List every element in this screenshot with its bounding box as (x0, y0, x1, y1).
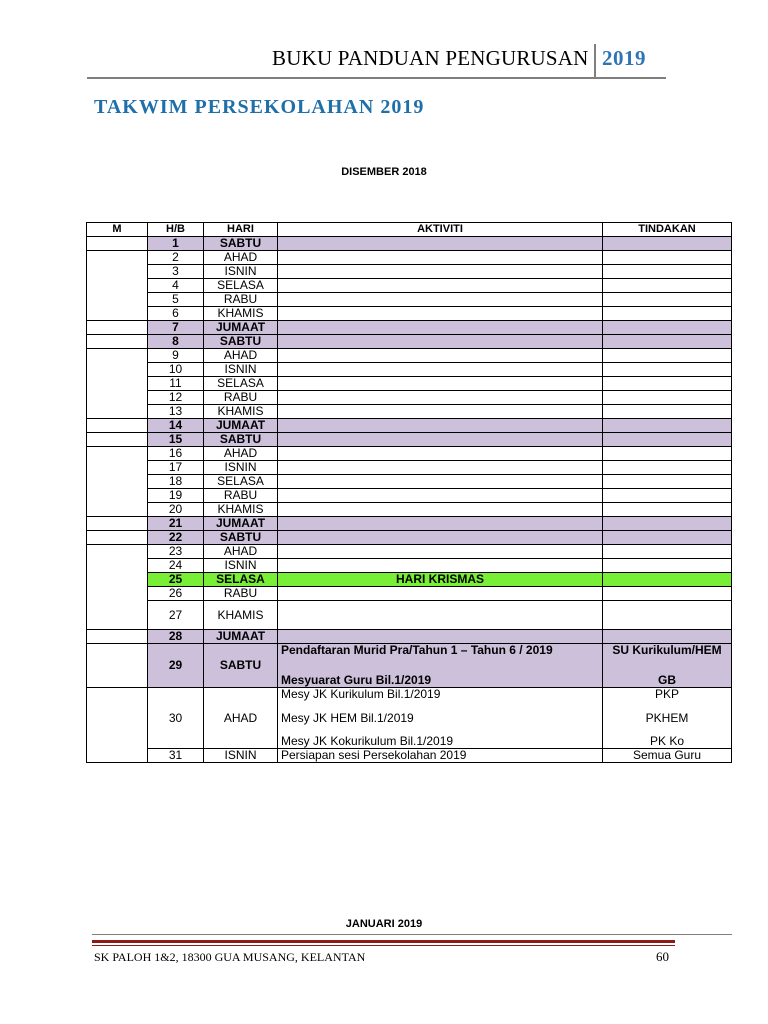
day-number-cell: 12 (148, 391, 204, 405)
day-number-cell: 11 (148, 377, 204, 391)
week-cell (87, 419, 148, 433)
table-row (87, 349, 732, 363)
footer-rule-thick (92, 940, 675, 943)
day-name-cell: AHAD (204, 688, 278, 749)
table-row (87, 573, 732, 587)
table-row (87, 377, 732, 391)
activity-cell (278, 749, 603, 763)
week-cell (87, 630, 148, 644)
document-header-title: BUKU PANDUAN PENGURUSAN (272, 46, 589, 70)
activity-text-list (281, 749, 599, 762)
table-row (87, 419, 732, 433)
table-header-row (87, 223, 732, 237)
day-number-cell: 19 (148, 489, 204, 503)
action-cell (603, 644, 732, 688)
day-number-cell: 28 (148, 630, 204, 644)
day-name-cell: AHAD (204, 349, 278, 363)
week-cell (87, 335, 148, 349)
activity-cell (278, 265, 603, 279)
action-cell (603, 688, 732, 749)
day-number-cell: 5 (148, 293, 204, 307)
day-name-cell: SELASA (204, 573, 278, 587)
day-name-cell: ISNIN (204, 363, 278, 377)
activity-cell (278, 433, 603, 447)
action-text-list (606, 644, 728, 687)
table-row (87, 433, 732, 447)
table-row (87, 749, 732, 763)
activity-cell (278, 503, 603, 517)
day-number-cell: 3 (148, 265, 204, 279)
week-cell (87, 545, 148, 630)
activity-cell (278, 293, 603, 307)
action-text: PKHEM (645, 710, 689, 725)
table-row (87, 489, 732, 503)
action-cell (603, 587, 732, 601)
activity-cell (278, 335, 603, 349)
footer-page-number: 60 (656, 949, 669, 964)
activity-text: Persiapan sesi Persekolahan 2019 (281, 748, 467, 762)
action-text: PK Ko (649, 734, 685, 748)
week-cell (87, 517, 148, 531)
table-row (87, 279, 732, 293)
activity-cell (278, 531, 603, 545)
day-number-cell: 6 (148, 307, 204, 321)
week-cell (87, 251, 148, 321)
action-cell (603, 391, 732, 405)
activity-cell (278, 405, 603, 419)
activity-cell (278, 279, 603, 293)
week-cell (87, 531, 148, 545)
table-row (87, 531, 732, 545)
action-cell (603, 377, 732, 391)
activity-cell (278, 517, 603, 531)
day-name-cell: KHAMIS (204, 503, 278, 517)
action-cell (603, 251, 732, 265)
activity-cell (278, 237, 603, 251)
day-number-cell: 18 (148, 475, 204, 489)
day-number-cell: 21 (148, 517, 204, 531)
day-name-cell: SABTU (204, 433, 278, 447)
action-cell (603, 545, 732, 559)
day-name-cell: ISNIN (204, 749, 278, 763)
action-cell (603, 307, 732, 321)
day-number-cell: 2 (148, 251, 204, 265)
table-row (87, 237, 732, 251)
action-cell (603, 503, 732, 517)
activity-cell (278, 461, 603, 475)
next-month-heading: JANUARI 2019 (345, 918, 423, 930)
activity-text: Mesy JK HEM Bil.1/2019 (281, 710, 414, 725)
header-separator (594, 44, 596, 78)
activity-cell (278, 644, 603, 688)
activity-text: Mesyuarat Guru Bil.1/2019 (281, 673, 432, 687)
activity-cell (278, 349, 603, 363)
action-cell (603, 293, 732, 307)
activity-text: Mesy JK Kurikulum Bil.1/2019 (281, 687, 441, 701)
table-row (87, 293, 732, 307)
activity-cell (278, 447, 603, 461)
day-number-cell: 23 (148, 545, 204, 559)
week-cell (87, 644, 148, 688)
day-name-cell: RABU (204, 489, 278, 503)
day-name-cell: RABU (204, 293, 278, 307)
action-text: Semua Guru (632, 748, 702, 762)
day-name-cell: SELASA (204, 475, 278, 489)
day-number-cell: 8 (148, 335, 204, 349)
day-name-cell: SABTU (204, 335, 278, 349)
footer-school-address: SK PALOH 1&2, 18300 GUA MUSANG, KELANTAN (94, 950, 366, 964)
action-cell (603, 433, 732, 447)
day-number-cell: 9 (148, 349, 204, 363)
table-row (87, 391, 732, 405)
activity-cell (278, 363, 603, 377)
action-cell (603, 405, 732, 419)
activity-cell (278, 587, 603, 601)
document-header-year: 2019 (602, 46, 646, 70)
activity-text: HARI KRISMAS (395, 572, 484, 586)
week-cell (87, 688, 148, 763)
page-title: TAKWIM PERSEKOLAHAN 2019 (94, 96, 425, 118)
activity-cell (278, 475, 603, 489)
table-row (87, 447, 732, 461)
table-row (87, 461, 732, 475)
action-cell (603, 363, 732, 377)
day-number-cell: 22 (148, 531, 204, 545)
week-cell (87, 433, 148, 447)
activity-text-list (281, 644, 599, 687)
column-header-hari: HARI (204, 223, 278, 237)
day-number-cell: 27 (148, 601, 204, 630)
action-cell (603, 349, 732, 363)
day-number-cell: 1 (148, 237, 204, 251)
activity-cell (278, 559, 603, 573)
day-name-cell: SELASA (204, 377, 278, 391)
calendar-body (87, 237, 732, 763)
day-name-cell: AHAD (204, 447, 278, 461)
day-number-cell: 24 (148, 559, 204, 573)
table-row (87, 601, 732, 630)
activity-cell (278, 573, 603, 587)
footer-top-rule (92, 934, 732, 935)
day-name-cell: ISNIN (204, 265, 278, 279)
day-number-cell: 26 (148, 587, 204, 601)
day-name-cell: ISNIN (204, 461, 278, 475)
activity-text-list (281, 573, 599, 586)
day-number-cell: 16 (148, 447, 204, 461)
action-text: PKP (654, 687, 679, 701)
action-text-list (606, 688, 728, 748)
action-cell (603, 447, 732, 461)
activity-text: Pendaftaran Murid Pra/Tahun 1 – Tahun 6 / 2019 (281, 643, 553, 657)
activity-cell (278, 391, 603, 405)
action-cell (603, 749, 732, 763)
action-cell (603, 630, 732, 644)
action-cell (603, 321, 732, 335)
header-rule (87, 77, 666, 79)
day-name-cell: JUMAAT (204, 517, 278, 531)
action-cell (603, 475, 732, 489)
day-number-cell: 20 (148, 503, 204, 517)
action-cell (603, 559, 732, 573)
table-row (87, 475, 732, 489)
week-cell (87, 349, 148, 419)
activity-cell (278, 688, 603, 749)
table-row (87, 587, 732, 601)
activity-cell (278, 630, 603, 644)
action-cell (603, 461, 732, 475)
table-row (87, 321, 732, 335)
action-cell (603, 419, 732, 433)
week-cell (87, 321, 148, 335)
action-text: GB (658, 673, 676, 687)
day-name-cell: SABTU (204, 531, 278, 545)
day-number-cell: 25 (148, 573, 204, 587)
day-number-cell: 10 (148, 363, 204, 377)
column-header-hb: H/B (148, 223, 204, 237)
day-number-cell: 4 (148, 279, 204, 293)
day-name-cell: KHAMIS (204, 405, 278, 419)
column-header-aktiviti: AKTIVITI (278, 223, 603, 237)
day-name-cell: ISNIN (204, 559, 278, 573)
table-row (87, 688, 732, 749)
day-number-cell: 29 (148, 644, 204, 688)
table-row (87, 545, 732, 559)
month-heading: DISEMBER 2018 (341, 166, 427, 178)
activity-text: Mesy JK Kokurikulum Bil.1/2019 (281, 734, 454, 748)
table-row (87, 363, 732, 377)
day-name-cell: AHAD (204, 251, 278, 265)
action-cell (603, 335, 732, 349)
day-name-cell: RABU (204, 587, 278, 601)
week-cell (87, 237, 148, 251)
table-row (87, 265, 732, 279)
day-name-cell: SELASA (204, 279, 278, 293)
table-row (87, 307, 732, 321)
activity-cell (278, 545, 603, 559)
action-cell (603, 237, 732, 251)
day-name-cell: JUMAAT (204, 419, 278, 433)
calendar-table (86, 222, 732, 763)
day-number-cell: 13 (148, 405, 204, 419)
activity-cell (278, 307, 603, 321)
action-cell (603, 489, 732, 503)
action-cell (603, 265, 732, 279)
activity-cell (278, 377, 603, 391)
table-row (87, 517, 732, 531)
table-row (87, 630, 732, 644)
table-row (87, 405, 732, 419)
column-header-m: M (87, 223, 148, 237)
action-cell (603, 279, 732, 293)
day-number-cell: 7 (148, 321, 204, 335)
day-name-cell: SABTU (204, 644, 278, 688)
table-row (87, 335, 732, 349)
day-name-cell: JUMAAT (204, 321, 278, 335)
day-name-cell: KHAMIS (204, 601, 278, 630)
column-header-tindakan: TINDAKAN (603, 223, 732, 237)
table-row (87, 503, 732, 517)
action-cell (603, 573, 732, 587)
day-name-cell: AHAD (204, 545, 278, 559)
activity-cell (278, 419, 603, 433)
action-text-list (606, 749, 728, 762)
table-row (87, 559, 732, 573)
action-cell (603, 601, 732, 630)
action-text: SU Kurikulum/HEM (612, 643, 722, 657)
day-name-cell: KHAMIS (204, 307, 278, 321)
footer-rule-thin (92, 945, 675, 946)
activity-cell (278, 251, 603, 265)
day-name-cell: SABTU (204, 237, 278, 251)
day-number-cell: 30 (148, 688, 204, 749)
activity-cell (278, 601, 603, 630)
activity-text-list (281, 688, 599, 748)
activity-cell (278, 489, 603, 503)
table-row (87, 251, 732, 265)
day-number-cell: 31 (148, 749, 204, 763)
action-cell (603, 517, 732, 531)
table-row (87, 644, 732, 688)
week-cell (87, 447, 148, 517)
activity-cell (278, 321, 603, 335)
day-number-cell: 17 (148, 461, 204, 475)
day-number-cell: 15 (148, 433, 204, 447)
day-name-cell: RABU (204, 391, 278, 405)
day-number-cell: 14 (148, 419, 204, 433)
day-name-cell: JUMAAT (204, 630, 278, 644)
action-cell (603, 531, 732, 545)
